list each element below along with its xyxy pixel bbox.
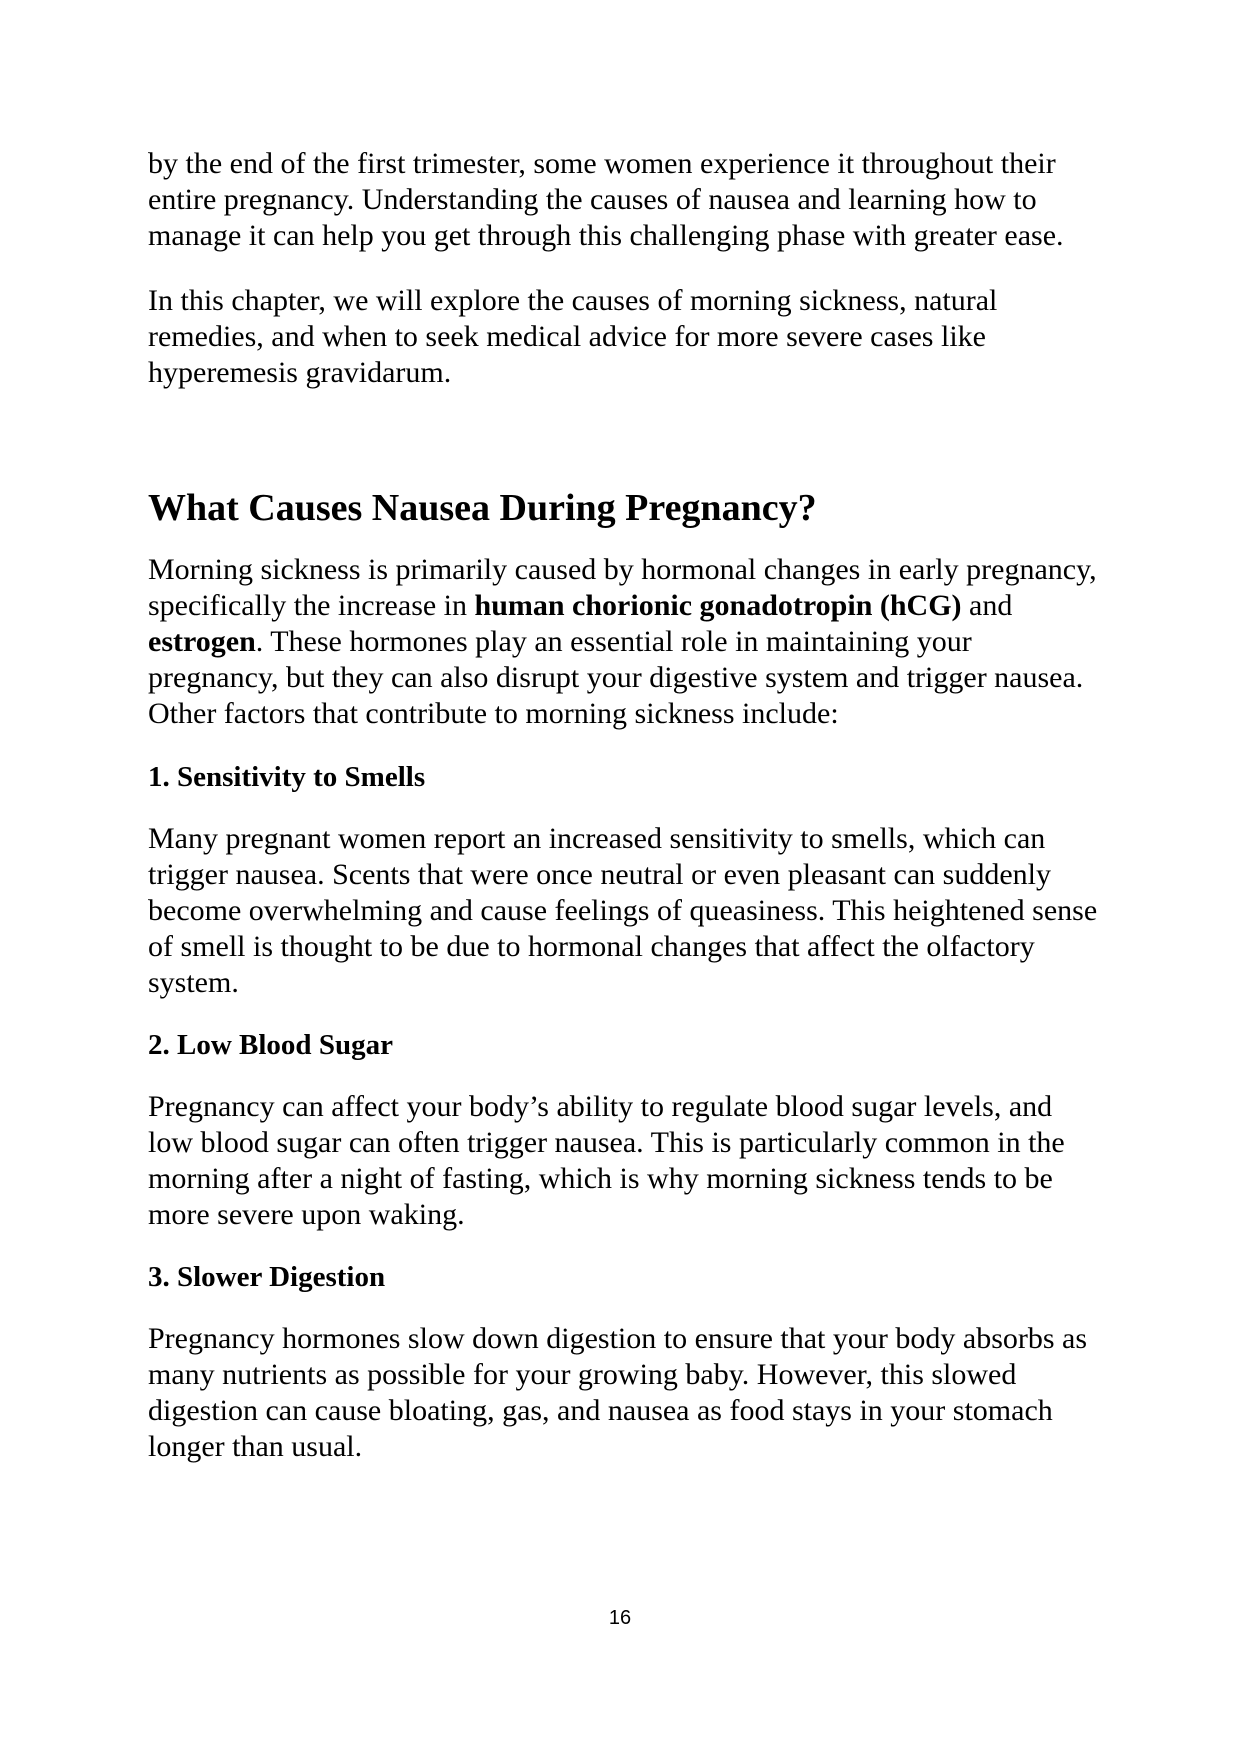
factor-1-body: Many pregnant women report an increased sensitivity to smells, which can trigger nausea. Scents that were once neutral or even pleasant can suddenly become overwhelming and cause feelings of queasiness. This heightened sense of smell is thought to be due to hormonal changes that affect the olfactory system.	[148, 822, 1098, 999]
factor-2-heading: 2. Low Blood Sugar	[148, 1029, 393, 1061]
factor-3-heading: 3. Slower Digestion	[148, 1261, 386, 1293]
lead-bold-estrogen: estrogen	[148, 625, 256, 658]
page-content	[148, 146, 1098, 1465]
lead-bold-hcg: human chorionic gonadotropin (hCG)	[474, 589, 962, 622]
lead-text-2: and	[961, 589, 1013, 622]
page-number: 16	[608, 1607, 632, 1629]
lead-text-3: . These hormones play an essential role in maintaining your pregnancy, but they can also disrupt your digestive system and trigger nausea. Other factors that contribute to morning sickness include:	[148, 625, 1084, 730]
lead-text-1: Morning sickness is primarily caused by hormonal changes in early pregnancy, specifically the increase in	[148, 553, 1097, 622]
factor-3-body: Pregnancy hormones slow down digestion to ensure that your body absorbs as many nutrients as possible for your growing baby. However, this slowed digestion can cause bloating, gas, and nausea as food stays in your stomach longer than usual.	[148, 1322, 1088, 1463]
factor-1-heading: 1. Sensitivity to Smells	[148, 761, 426, 793]
section-lead-paragraph	[148, 552, 1098, 732]
intro-paragraph-1: by the end of the first trimester, some women experience it throughout their entire pregnancy. Understanding the causes of nausea and learning how to manage it can help you get through this challenging phase with greater ease.	[148, 147, 1064, 252]
section-heading: What Causes Nausea During Pregnancy?	[148, 487, 817, 529]
intro-paragraph-2: In this chapter, we will explore the causes of morning sickness, natural remedies, and when to seek medical advice for more severe cases like hyperemesis gravidarum.	[148, 284, 998, 389]
factor-2-body: Pregnancy can affect your body’s ability to regulate blood sugar levels, and low blood sugar can often trigger nausea. This is particularly common in the morning after a night of fasting, which is why morning sickness tends to be more severe upon waking.	[148, 1090, 1065, 1231]
